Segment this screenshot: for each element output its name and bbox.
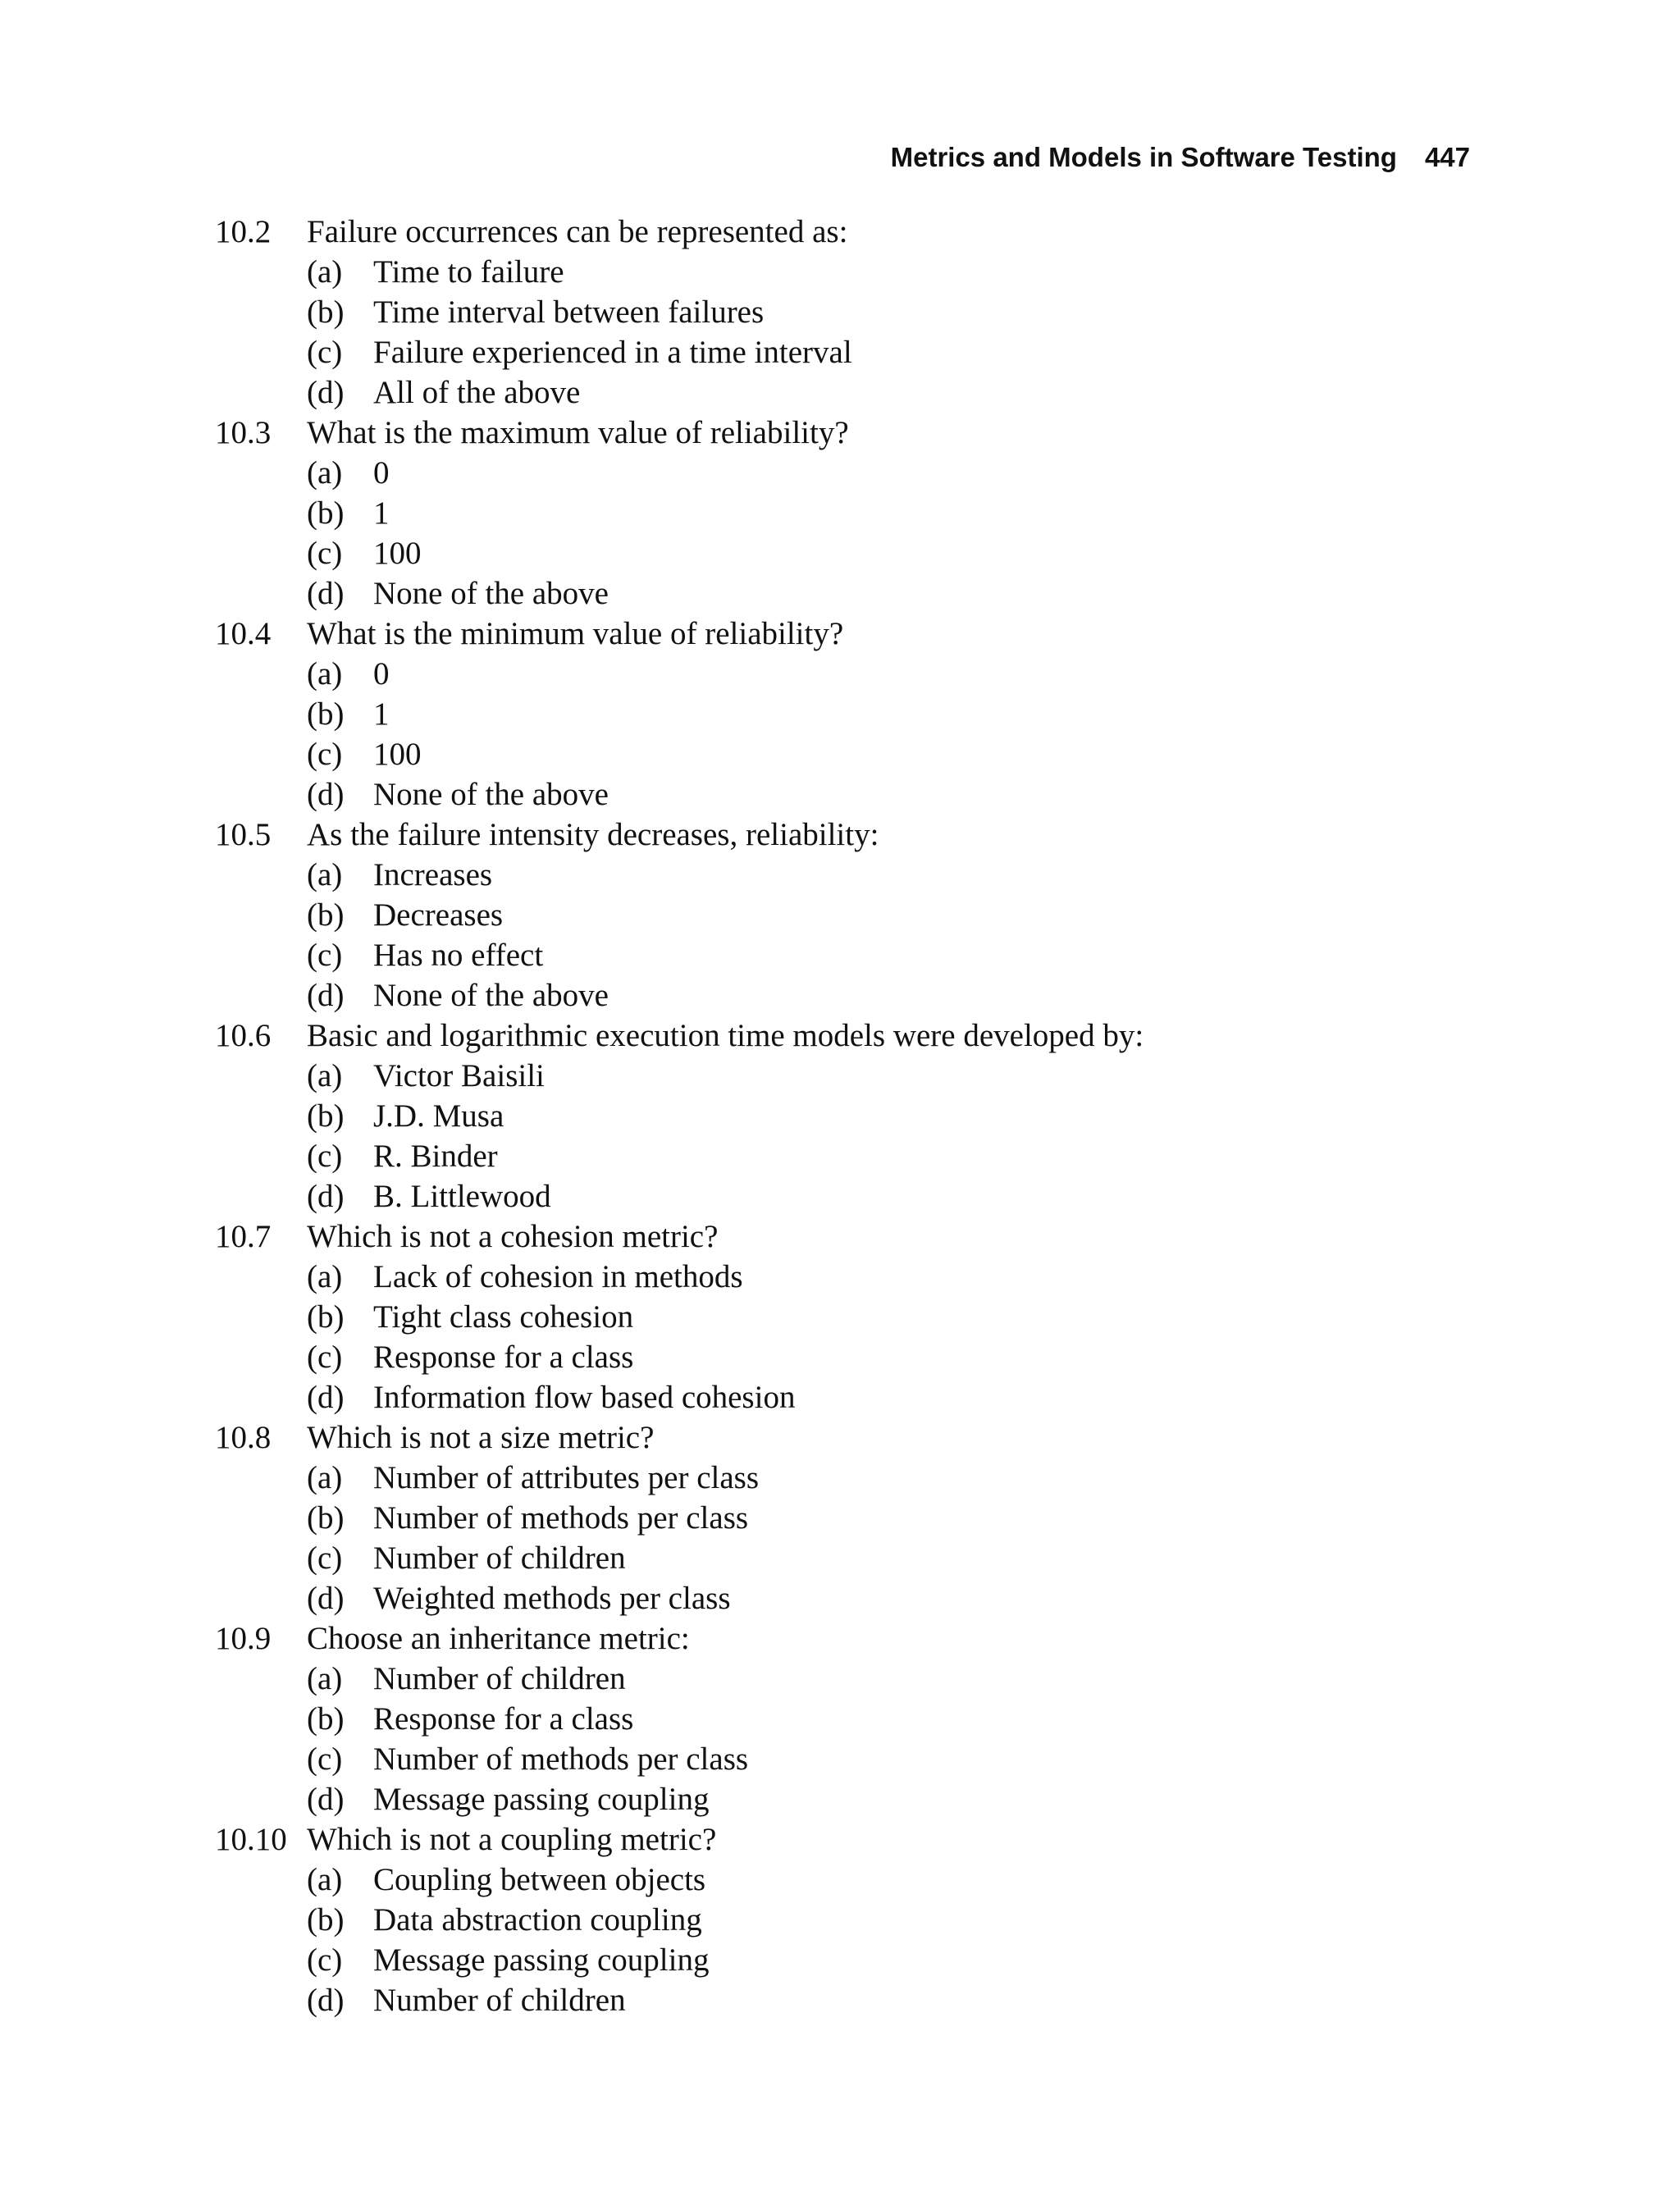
option-letter: (a) <box>307 455 343 491</box>
answer-option <box>215 774 1445 815</box>
question-item <box>215 1618 1445 1819</box>
question-text: Basic and logarithmic execution time models were developed by: <box>307 1018 1144 1053</box>
answer-option <box>215 1297 1445 1337</box>
option-text: Response for a class <box>373 1701 634 1737</box>
question-number: 10.10 <box>215 1822 287 1857</box>
answer-option <box>215 1900 1445 1940</box>
option-text: All of the above <box>373 375 581 410</box>
option-letter: (b) <box>307 1098 345 1134</box>
answer-option <box>215 1377 1445 1417</box>
answer-option <box>215 1538 1445 1578</box>
question-text: What is the maximum value of reliability? <box>307 415 849 450</box>
option-text: 0 <box>373 455 390 491</box>
option-text: None of the above <box>373 777 609 812</box>
option-text: Tight class cohesion <box>373 1299 634 1335</box>
option-text: Number of children <box>373 1540 626 1576</box>
answer-option <box>215 975 1445 1016</box>
question-list <box>215 212 1445 2020</box>
answer-option <box>215 332 1445 372</box>
option-letter: (c) <box>307 938 343 973</box>
option-letter: (d) <box>307 576 345 611</box>
option-text: Failure experienced in a time interval <box>373 335 852 370</box>
option-text: Number of children <box>373 1983 626 2018</box>
answer-option <box>215 493 1445 533</box>
option-text: Victor Baisili <box>373 1058 545 1093</box>
page-number: 447 <box>1424 142 1470 172</box>
option-letter: (d) <box>307 1179 345 1214</box>
answer-option <box>215 1056 1445 1096</box>
question-item <box>215 1016 1445 1216</box>
question-item <box>215 815 1445 1016</box>
option-text: Data abstraction coupling <box>373 1902 702 1938</box>
question-text: Choose an inheritance metric: <box>307 1621 690 1656</box>
option-letter: (a) <box>307 1058 343 1093</box>
answer-option <box>215 935 1445 975</box>
question-number: 10.9 <box>215 1621 272 1656</box>
question-item <box>215 1216 1445 1417</box>
option-letter: (d) <box>307 978 345 1013</box>
question-item <box>215 1417 1445 1618</box>
option-text: None of the above <box>373 978 609 1013</box>
question-stem <box>215 1618 1445 1659</box>
option-letter: (b) <box>307 1701 345 1737</box>
option-text: Time to failure <box>373 254 564 290</box>
option-letter: (b) <box>307 294 345 330</box>
question-text: What is the minimum value of reliability? <box>307 616 844 651</box>
option-text: None of the above <box>373 576 609 611</box>
answer-option <box>215 1659 1445 1699</box>
option-text: Information flow based cohesion <box>373 1380 796 1415</box>
answer-option <box>215 1940 1445 1980</box>
running-head-title: Metrics and Models in Software Testing <box>890 142 1397 172</box>
question-number: 10.4 <box>215 616 272 651</box>
option-letter: (d) <box>307 1581 345 1616</box>
answer-option <box>215 1980 1445 2020</box>
answer-option <box>215 1578 1445 1618</box>
answer-option <box>215 1136 1445 1176</box>
option-letter: (c) <box>307 335 343 370</box>
question-stem <box>215 614 1445 654</box>
option-letter: (a) <box>307 1661 343 1696</box>
option-letter: (b) <box>307 495 345 531</box>
option-letter: (b) <box>307 696 345 732</box>
question-stem <box>215 413 1445 453</box>
question-item <box>215 413 1445 614</box>
option-text: Number of children <box>373 1661 626 1696</box>
question-text: Which is not a cohesion metric? <box>307 1219 719 1254</box>
answer-option <box>215 1739 1445 1779</box>
question-text: Failure occurrences can be represented as: <box>307 214 848 249</box>
option-letter: (a) <box>307 1259 343 1294</box>
answer-option <box>215 573 1445 614</box>
question-number: 10.6 <box>215 1018 272 1053</box>
option-text: Message passing coupling <box>373 1942 710 1978</box>
option-letter: (b) <box>307 1902 345 1938</box>
option-letter: (a) <box>307 1460 343 1495</box>
answer-option <box>215 252 1445 292</box>
question-number: 10.7 <box>215 1219 272 1254</box>
option-letter: (c) <box>307 1942 343 1978</box>
answer-option <box>215 654 1445 694</box>
option-letter: (d) <box>307 375 345 410</box>
option-letter: (c) <box>307 536 343 571</box>
option-letter: (c) <box>307 737 343 772</box>
answer-option <box>215 292 1445 332</box>
question-item <box>215 1819 1445 2020</box>
option-text: Decreases <box>373 897 504 933</box>
option-letter: (c) <box>307 1540 343 1576</box>
option-text: Increases <box>373 857 493 892</box>
option-letter: (c) <box>307 1741 343 1777</box>
option-text: 100 <box>373 737 422 772</box>
answer-option <box>215 533 1445 573</box>
answer-option <box>215 1779 1445 1819</box>
answer-option <box>215 453 1445 493</box>
question-stem <box>215 815 1445 855</box>
answer-option <box>215 1176 1445 1216</box>
option-letter: (a) <box>307 857 343 892</box>
option-text: B. Littlewood <box>373 1179 551 1214</box>
question-item <box>215 212 1445 413</box>
answer-option <box>215 1498 1445 1538</box>
question-stem <box>215 212 1445 252</box>
question-number: 10.5 <box>215 817 272 852</box>
answer-option <box>215 1337 1445 1377</box>
option-letter: (c) <box>307 1340 343 1375</box>
option-text: Number of methods per class <box>373 1500 749 1536</box>
answer-option <box>215 372 1445 413</box>
option-text: 1 <box>373 495 390 531</box>
answer-option <box>215 734 1445 774</box>
option-letter: (b) <box>307 897 345 933</box>
option-text: 100 <box>373 536 422 571</box>
option-letter: (a) <box>307 1862 343 1897</box>
option-letter: (a) <box>307 254 343 290</box>
option-text: Weighted methods per class <box>373 1581 731 1616</box>
option-text: Number of methods per class <box>373 1741 749 1777</box>
running-head <box>891 138 1470 177</box>
option-letter: (b) <box>307 1299 345 1335</box>
option-text: Lack of cohesion in methods <box>373 1259 743 1294</box>
option-text: R. Binder <box>373 1139 498 1174</box>
question-stem <box>215 1216 1445 1257</box>
option-text: J.D. Musa <box>373 1098 504 1134</box>
answer-option <box>215 694 1445 734</box>
question-stem <box>215 1417 1445 1458</box>
question-item <box>215 614 1445 815</box>
option-text: Message passing coupling <box>373 1782 710 1817</box>
answer-option <box>215 855 1445 895</box>
option-letter: (c) <box>307 1139 343 1174</box>
option-letter: (d) <box>307 1782 345 1817</box>
answer-option <box>215 1699 1445 1739</box>
answer-option <box>215 1257 1445 1297</box>
answer-option <box>215 1860 1445 1900</box>
answer-option <box>215 1096 1445 1136</box>
question-text: As the failure intensity decreases, reliability: <box>307 817 879 852</box>
option-text: 0 <box>373 656 390 691</box>
question-number: 10.3 <box>215 415 272 450</box>
option-letter: (d) <box>307 777 345 812</box>
option-letter: (d) <box>307 1983 345 2018</box>
option-text: Number of attributes per class <box>373 1460 760 1495</box>
option-text: 1 <box>373 696 390 732</box>
option-text: Has no effect <box>373 938 544 973</box>
option-letter: (a) <box>307 656 343 691</box>
question-number: 10.8 <box>215 1420 272 1455</box>
option-letter: (d) <box>307 1380 345 1415</box>
option-text: Response for a class <box>373 1340 634 1375</box>
answer-option <box>215 1458 1445 1498</box>
question-text: Which is not a coupling metric? <box>307 1822 717 1857</box>
option-text: Time interval between failures <box>373 294 765 330</box>
question-stem <box>215 1819 1445 1860</box>
question-text: Which is not a size metric? <box>307 1420 655 1455</box>
option-text: Coupling between objects <box>373 1862 706 1897</box>
option-letter: (b) <box>307 1500 345 1536</box>
question-number: 10.2 <box>215 214 272 249</box>
answer-option <box>215 895 1445 935</box>
question-stem <box>215 1016 1445 1056</box>
